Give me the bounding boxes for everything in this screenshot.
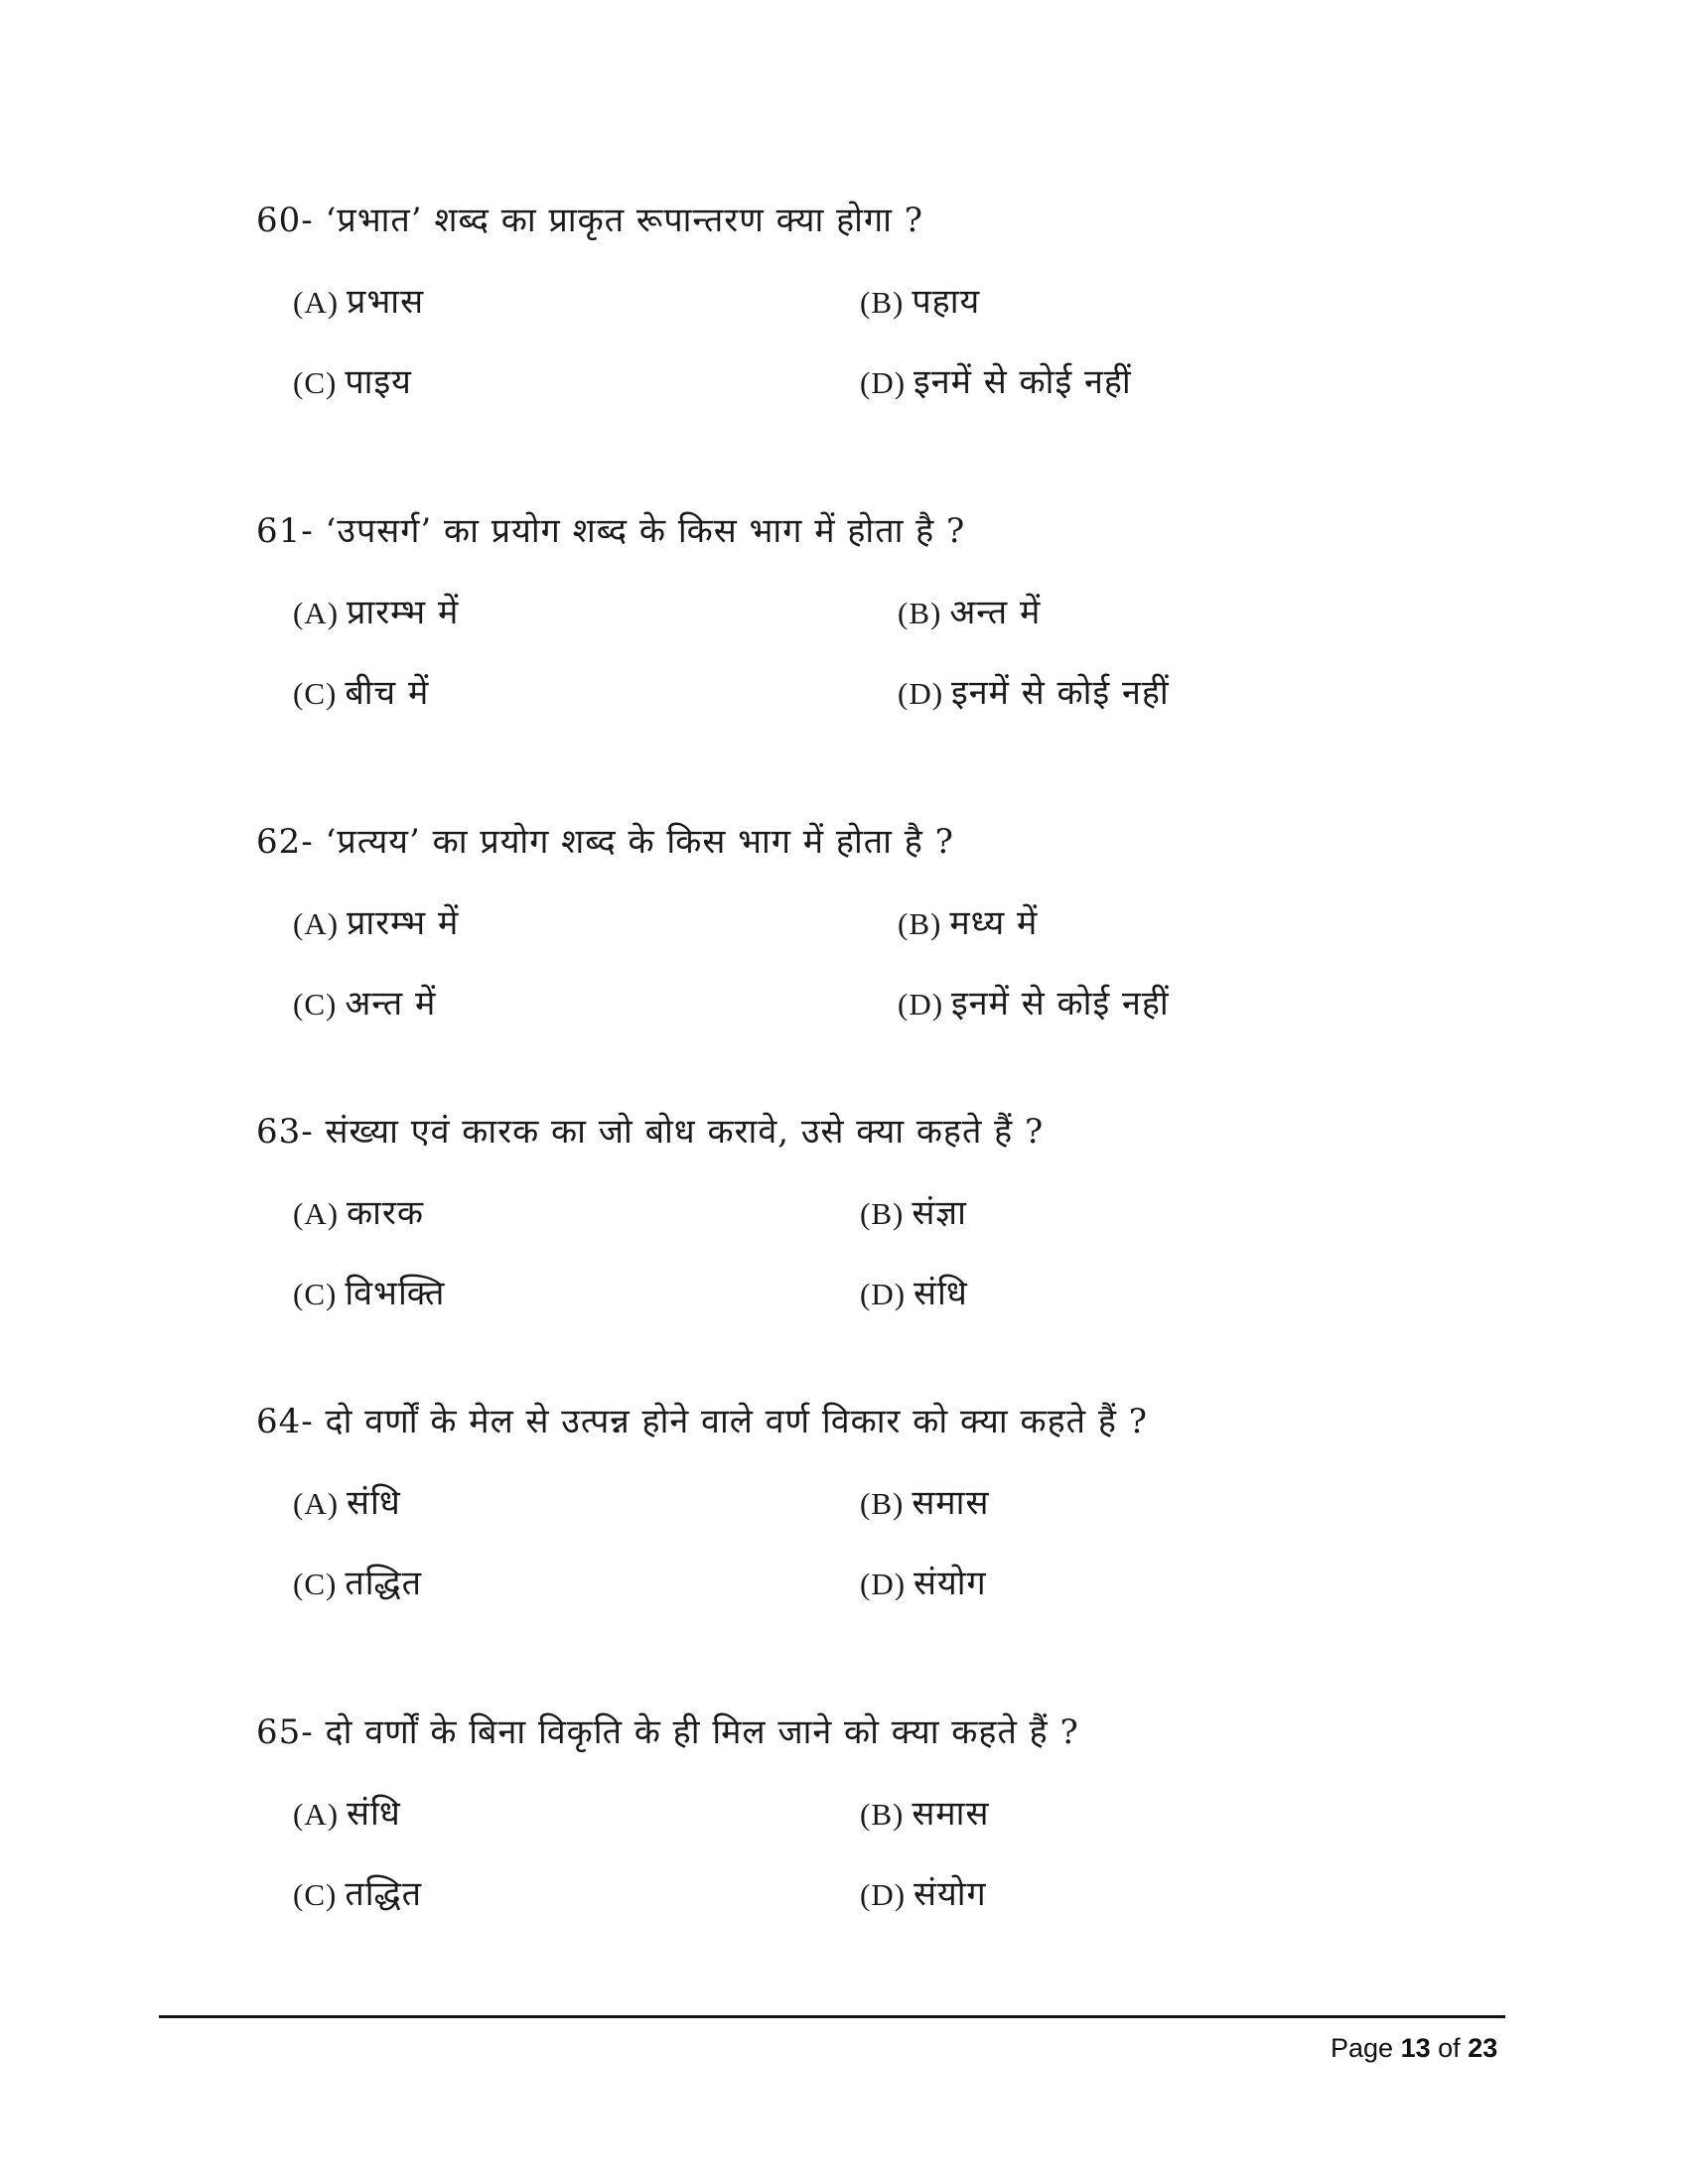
question-text: 62- ‘प्रत्यय’ का प्रयोग शब्द के किस भाग में होता है ? xyxy=(256,822,954,862)
question-text: 64- दो वर्णों के मेल से उत्पन्न होने वाले वर्ण विकार को क्या कहते हैं ? xyxy=(256,1402,1148,1441)
footer-rule xyxy=(159,2015,1505,2018)
option-b: (B) समास xyxy=(860,1483,990,1523)
option-b: (B) संज्ञा xyxy=(860,1193,967,1233)
page-word: Page xyxy=(1331,2033,1394,2063)
option-a: (A) संधि xyxy=(293,1483,401,1523)
option-d: (D) इनमें से कोई नहीं xyxy=(898,673,1170,713)
option-a: (A) प्रभास xyxy=(293,282,425,322)
option-a: (A) संधि xyxy=(293,1794,401,1834)
total-pages-number: 23 xyxy=(1468,2033,1498,2063)
page-number xyxy=(1331,2030,1498,2066)
option-c: (C) अन्त में xyxy=(293,984,437,1024)
question-text: 63- संख्या एवं कारक का जो बोध करावे, उसे क्या कहते हैं ? xyxy=(256,1112,1045,1152)
option-d: (D) संयोग xyxy=(860,1564,987,1603)
option-b: (B) पहाय xyxy=(860,282,981,322)
option-a: (A) प्रारम्भ में xyxy=(293,593,460,632)
option-d: (D) इनमें से कोई नहीं xyxy=(860,362,1132,402)
option-c: (C) बीच में xyxy=(293,673,430,713)
current-page-number: 13 xyxy=(1400,2033,1431,2063)
option-c: (C) पाइय xyxy=(293,362,412,402)
option-c: (C) तद्धित xyxy=(293,1564,423,1603)
option-b: (B) समास xyxy=(860,1794,990,1834)
of-word: of xyxy=(1438,2033,1461,2063)
option-d: (D) इनमें से कोई नहीं xyxy=(898,984,1170,1024)
option-d: (D) संयोग xyxy=(860,1874,987,1914)
option-c: (C) विभक्ति xyxy=(293,1274,446,1313)
option-a: (A) प्रारम्भ में xyxy=(293,903,460,943)
question-text: 60- ‘प्रभात’ शब्द का प्राकृत रूपान्तरण क्या होगा ? xyxy=(256,201,923,240)
question-text: 61- ‘उपसर्ग’ का प्रयोग शब्द के किस भाग में होता है ? xyxy=(256,511,966,551)
option-c: (C) तद्धित xyxy=(293,1874,423,1914)
option-a: (A) कारक xyxy=(293,1193,424,1233)
option-d: (D) संधि xyxy=(860,1274,968,1313)
option-b: (B) अन्त में xyxy=(898,593,1042,632)
question-text: 65- दो वर्णों के बिना विकृति के ही मिल जाने को क्या कहते हैं ? xyxy=(256,1712,1079,1752)
option-b: (B) मध्य में xyxy=(898,903,1039,943)
